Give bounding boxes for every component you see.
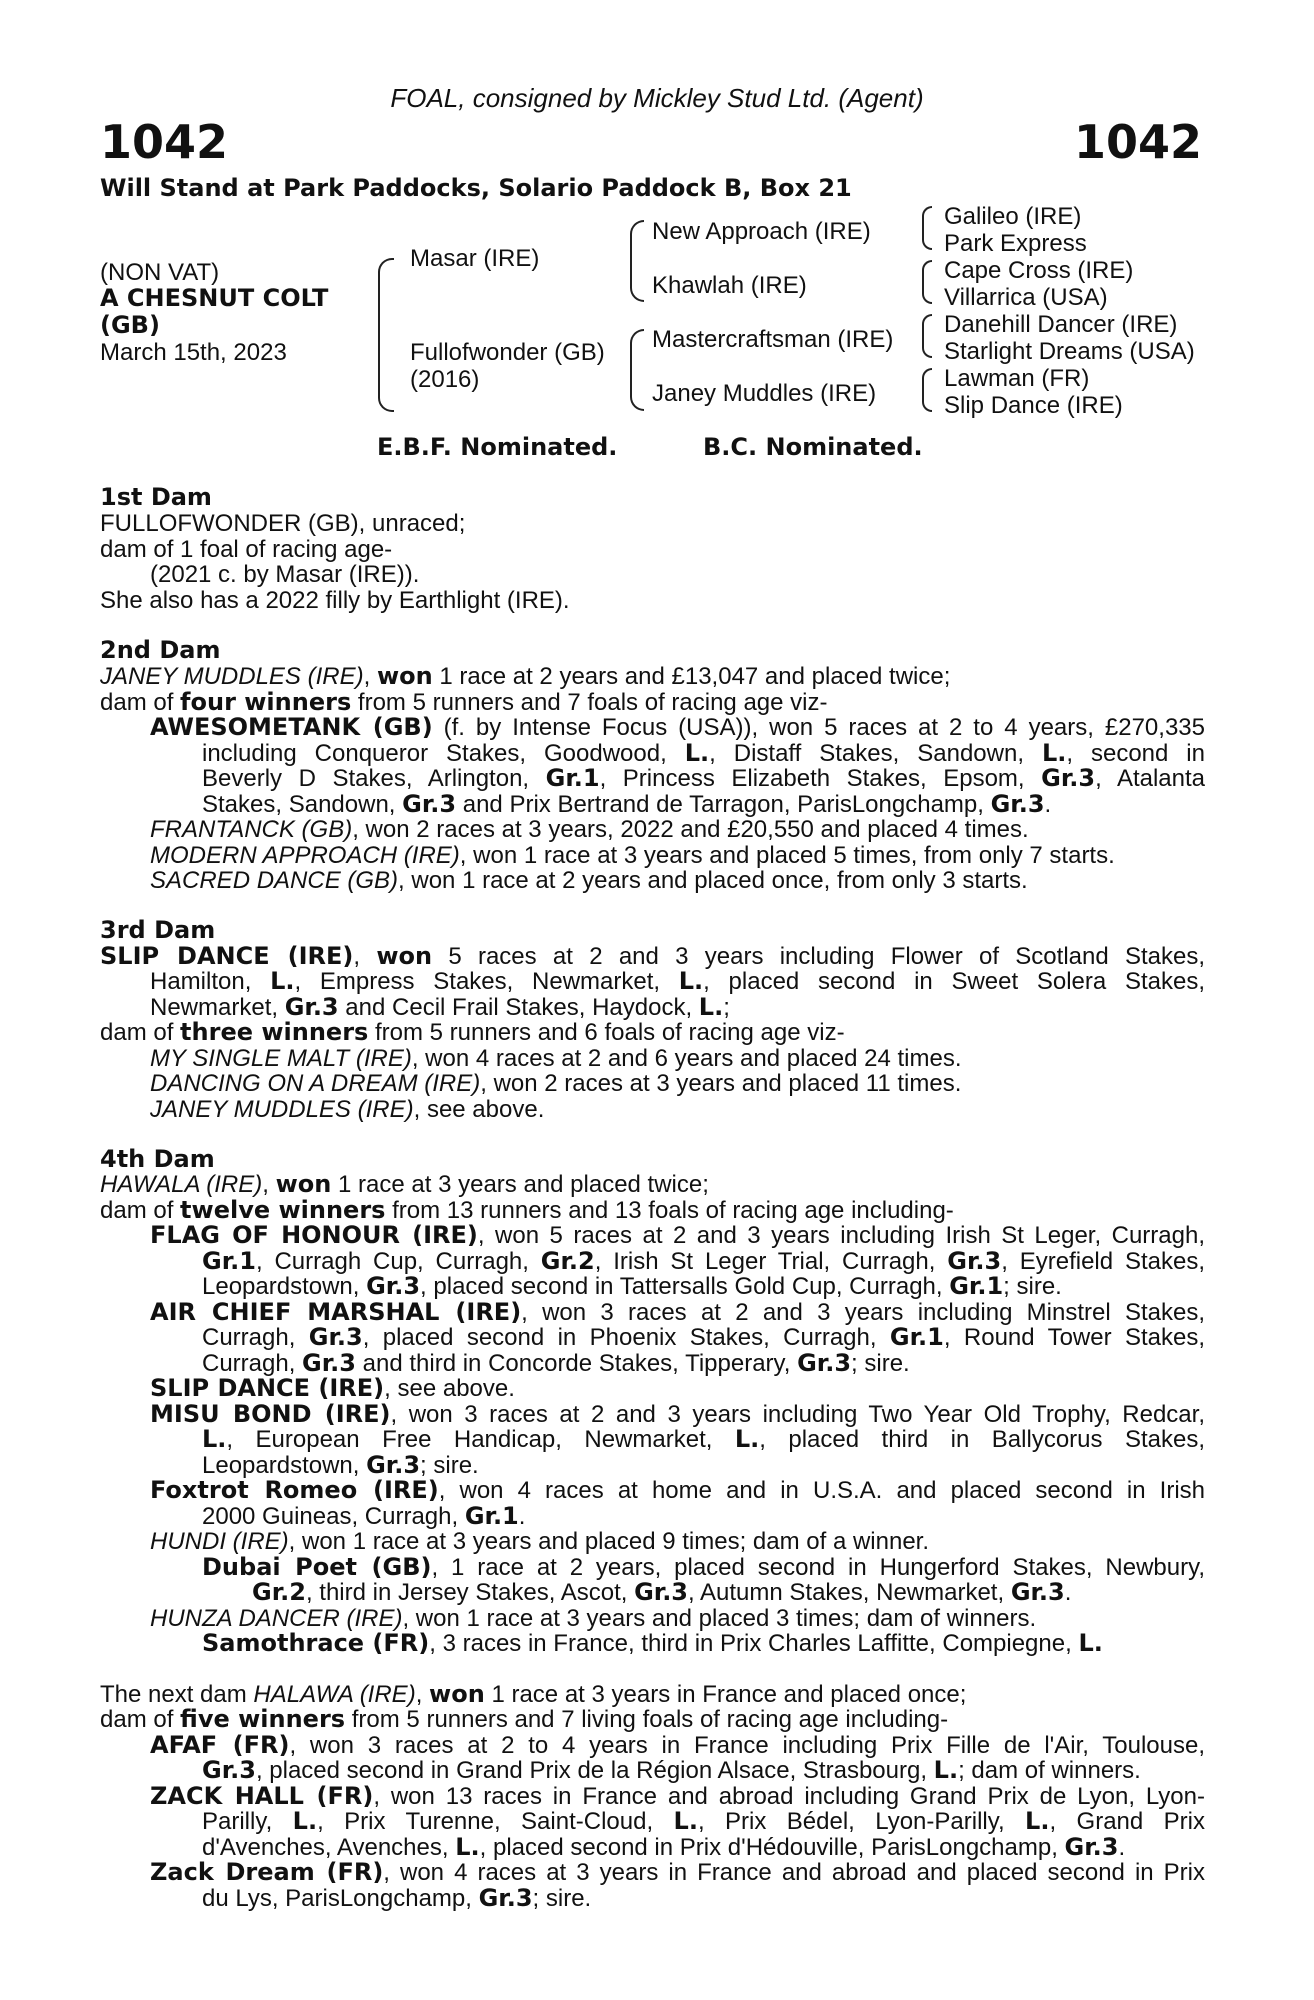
sacred-dance-line: SACRED DANCE (GB), won 1 race at 2 years and placed once, from only 3 starts. [150,867,1028,894]
flag-of-honour-line-2: Gr.1, Curragh Cup, Curragh, Gr.2, Irish St Leger Trial, Curragh, Gr.3, Eyrefield Stakes, [202,1247,1205,1275]
pedigree-brace-g3 [922,314,932,358]
afaf-line-1: AFAF (FR), won 3 races at 2 to 4 years in France including Prix Fille de l'Air, Toulouse, [150,1731,1205,1759]
second-dam-heading: 2nd Dam [100,636,221,664]
dubai-poet-line-2: Gr.2, third in Jersey Stakes, Ascot, Gr.3, Autumn Stakes, Newmarket, Gr.3. [252,1578,1072,1606]
frantanck-line: FRANTANCK (GB), won 2 races at 3 years, 2022 and £20,550 and placed 4 times. [150,816,1029,843]
ggp-7: Lawman (FR) [944,365,1090,392]
awesometank-line-2: including Conqueror Stakes, Goodwood, L., Distaff Stakes, Sandown, L., second in [202,739,1205,767]
first-dam-line-1: FULLOFWONDER (GB), unraced; [100,510,466,537]
afaf-line-2: Gr.3, placed second in Grand Prix de la Région Alsace, Strasbourg, L.; dam of winners. [202,1756,1141,1784]
horse-name-country: (GB) [100,311,160,339]
fourth-dam-produce-line: dam of twelve winners from 13 runners and 13 foals of racing age including- [100,1196,954,1224]
dam: Fullofwonder (GB) [410,339,605,366]
pedigree-brace-dam [630,329,644,411]
misu-bond-line-2: L., European Free Handicap, Newmarket, L., placed third in Ballycorus Stakes, [202,1425,1205,1453]
slip-dance-line-1: SLIP DANCE (IRE), won 5 races at 2 and 3 years including Flower of Scotland Stakes, [100,942,1206,970]
dam-dam: Janey Muddles (IRE) [652,380,877,407]
third-dam-produce-line: dam of three winners from 5 runners and 6 foals of racing age viz- [100,1018,845,1046]
sire: Masar (IRE) [410,245,540,272]
fourth-dam-heading: 4th Dam [100,1145,215,1173]
second-dam-line-1: JANEY MUDDLES (IRE), won 1 race at 2 years and £13,047 and placed twice; [100,662,951,690]
second-dam-line-2: dam of four winners from 5 runners and 7 foals of racing age viz- [100,688,828,716]
pedigree-brace-sire [630,220,644,302]
first-dam-line-4: She also has a 2022 filly by Earthlight (IRE). [100,587,570,614]
stand-location: Will Stand at Park Paddocks, Solario Paddock B, Box 21 [100,174,852,202]
pedigree-brace-g1 [922,206,932,250]
first-dam-heading: 1st Dam [100,483,212,511]
janey-muddles-line: JANEY MUDDLES (IRE), see above. [150,1096,545,1123]
first-dam-line-3: (2021 c. by Masar (IRE)). [150,561,420,588]
zack-hall-line-2: Parilly, L., Prix Turenne, Saint-Cloud, L., Prix Bédel, Lyon-Parilly, L., Grand Prix [202,1807,1205,1835]
ggp-4: Villarrica (USA) [944,284,1108,311]
horse-name: A CHESNUT COLT [100,284,329,312]
pedigree-brace-g2 [922,260,932,304]
bc-nominated: B.C. Nominated. [703,433,923,461]
awesometank-line-3: Beverly D Stakes, Arlington, Gr.1, Princess Elizabeth Stakes, Epsom, Gr.3, Atalanta [202,764,1206,792]
samothrace-line: Samothrace (FR), 3 races in France, third in Prix Charles Laffitte, Compiegne, L. [202,1629,1103,1657]
ggp-1: Galileo (IRE) [944,203,1082,230]
hundi-line: HUNDI (IRE), won 1 race at 3 years and placed 9 times; dam of a winner. [150,1528,930,1555]
dam-sire: Mastercraftsman (IRE) [652,326,894,353]
foxtrot-romeo-line-1: Foxtrot Romeo (IRE), won 4 races at home and in U.S.A. and placed second in Irish [150,1476,1205,1504]
modern-approach-line: MODERN APPROACH (IRE), won 1 race at 3 years and placed 5 times, from only 7 starts. [150,842,1115,869]
air-chief-marshal-line-1: AIR CHIEF MARSHAL (IRE), won 3 races at 2 and 3 years including Minstrel Stakes, [150,1298,1205,1326]
awesometank-line-4: Stakes, Sandown, Gr.3 and Prix Bertrand de Tarragon, ParisLongchamp, Gr.3. [202,790,1052,818]
pedigree-brace-main [378,258,394,412]
sire-dam: Khawlah (IRE) [652,272,807,299]
air-chief-marshal-line-2: Curragh, Gr.3, placed second in Phoenix Stakes, Curragh, Gr.1, Round Tower Stakes, [202,1323,1205,1351]
consignor-line: FOAL, consigned by Mickley Stud Ltd. (Agent) [390,83,924,113]
next-dam-line: The next dam HALAWA (IRE), won 1 race at 3 years in France and placed once; [100,1680,967,1708]
zack-dream-line-1: Zack Dream (FR), won 4 races at 3 years in France and abroad and placed second in Prix [150,1858,1205,1886]
misu-bond-line-3: Leopardstown, Gr.3; sire. [202,1451,479,1479]
ggp-6: Starlight Dreams (USA) [944,338,1195,365]
next-dam-produce-line: dam of five winners from 5 runners and 7 living foals of racing age including- [100,1705,949,1733]
air-chief-marshal-line-3: Curragh, Gr.3 and third in Concorde Stakes, Tipperary, Gr.3; sire. [202,1349,910,1377]
awesometank-line-1: AWESOMETANK (GB) (f. by Intense Focus (USA)), won 5 races at 2 to 4 years, £270,335 [150,713,1205,741]
zack-dream-line-2: du Lys, ParisLongchamp, Gr.3; sire. [202,1884,592,1912]
hawala-line: HAWALA (IRE), won 1 race at 3 years and placed twice; [100,1170,709,1198]
zack-hall-line-1: ZACK HALL (FR), won 13 races in France and abroad including Grand Prix de Lyon, Lyon- [150,1782,1205,1810]
sire-sire: New Approach (IRE) [652,218,871,245]
pedigree-brace-g4 [922,368,932,412]
third-dam-heading: 3rd Dam [100,916,216,944]
lot-number-right: 1042 [1073,115,1202,169]
flag-of-honour-line-3: Leopardstown, Gr.3, placed second in Tattersalls Gold Cup, Curragh, Gr.1; sire. [202,1272,1062,1300]
dancing-on-a-dream-line: DANCING ON A DREAM (IRE), won 2 races at 3 years and placed 11 times. [150,1070,962,1097]
slip-dance-line-2: Hamilton, L., Empress Stakes, Newmarket, L., placed second in Sweet Solera Stakes, [150,967,1205,995]
ebf-nominated: E.B.F. Nominated. [377,433,618,461]
first-dam-line-2: dam of 1 foal of racing age- [100,536,393,563]
misu-bond-line-1: MISU BOND (IRE), won 3 races at 2 and 3 years including Two Year Old Trophy, Redcar, [150,1400,1205,1428]
flag-of-honour-line-1: FLAG OF HONOUR (IRE), won 5 races at 2 and 3 years including Irish St Leger, Curragh, [150,1221,1205,1249]
ggp-5: Danehill Dancer (IRE) [944,311,1178,338]
foxtrot-romeo-line-2: 2000 Guineas, Curragh, Gr.1. [202,1502,526,1530]
ggp-8: Slip Dance (IRE) [944,392,1123,419]
dubai-poet-line-1: Dubai Poet (GB), 1 race at 2 years, placed second in Hungerford Stakes, Newbury, [202,1553,1206,1581]
zack-hall-line-3: d'Avenches, Avenches, L., placed second in Prix d'Hédouville, ParisLongchamp, Gr.3. [202,1833,1126,1861]
my-single-malt-line: MY SINGLE MALT (IRE), won 4 races at 2 and 6 years and placed 24 times. [150,1045,962,1072]
ggp-2: Park Express [944,230,1087,257]
ggp-3: Cape Cross (IRE) [944,257,1134,284]
vat-status: (NON VAT) [100,259,220,286]
foaling-date: March 15th, 2023 [100,339,287,366]
slip-dance-ref-line: SLIP DANCE (IRE), see above. [150,1374,515,1402]
hunza-dancer-line: HUNZA DANCER (IRE), won 1 race at 3 years and placed 3 times; dam of winners. [150,1605,1037,1632]
slip-dance-line-3: Newmarket, Gr.3 and Cecil Frail Stakes, Haydock, L.; [150,993,730,1021]
lot-number-left: 1042 [100,115,229,169]
dam-year: (2016) [410,366,480,393]
